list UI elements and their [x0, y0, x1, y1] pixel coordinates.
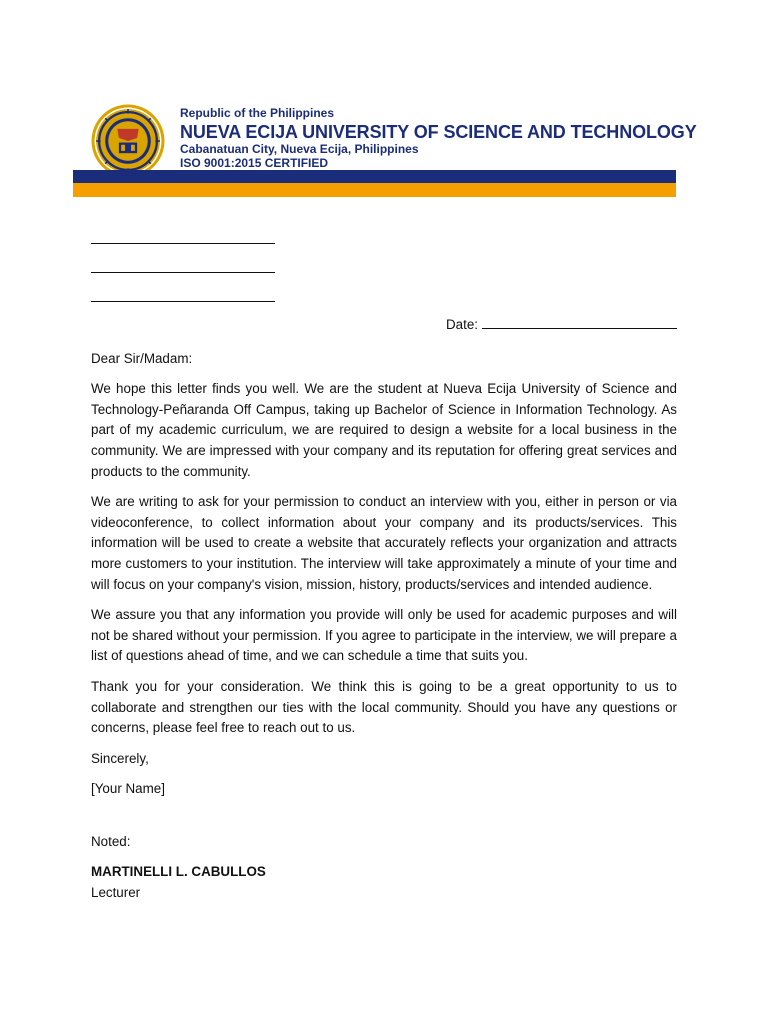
paragraph-2: We are writing to ask for your permission to conduct an interview with you, either in person or via videoconference, to collect information about your company and its products/services. This information will be used to create a website that accurately reflects your organization and attracts more customers to your institution. The interview will take approximately a minute of your time and will focus on your company's vision, mission, history, products/services and intended audience.	[91, 494, 677, 592]
header-university-name: NUEVA ECIJA UNIVERSITY OF SCIENCE AND TECHNOLOGY	[180, 122, 697, 142]
recipient-blank-3	[91, 273, 275, 302]
paragraph-4: Thank you for your consideration. We think this is going to be a great opportunity to us to collaborate and strengthen our ties with the local community. Should you have any questions or concerns, please feel free to reach out to us.	[91, 678, 677, 736]
date-label: Date:	[445, 317, 478, 332]
recipient-blank-2	[91, 244, 275, 273]
signer-name: MARTINELLI L. CABULLOS	[91, 864, 266, 880]
letter-body	[91, 215, 677, 904]
header-band-orange	[73, 183, 676, 197]
paragraph-1: We hope this letter finds you well. We are the student at Nueva Ecija University of Science and Technology-Peñaranda Off Campus, taking up Bachelor of Science in Information Technology. As part of my academic curriculum, we are required to design a website for a local business in the community. We are impressed with your company and its reputation for offering great services and products to the community.	[91, 381, 677, 479]
signer-title: Lecturer	[91, 885, 141, 901]
letterhead	[0, 0, 768, 200]
noted-label: Noted:	[91, 833, 131, 849]
date-row	[91, 314, 677, 336]
university-seal-icon	[90, 103, 166, 179]
recipient-blank-1	[91, 215, 275, 244]
closing: Sincerely,	[91, 750, 149, 766]
header-republic: Republic of the Philippines	[180, 106, 335, 120]
header-iso: ISO 9001:2015 CERTIFIED	[180, 156, 329, 170]
header-band-navy	[73, 170, 676, 183]
paragraph-3: We assure you that any information you provide will only be used for academic purposes and will not be shared without your permission. If you agree to participate in the interview, we will prepare a list of questions ahead of time, and we can schedule a time that suits you.	[91, 607, 677, 664]
date-blank	[482, 314, 677, 329]
your-name-placeholder: [Your Name]	[91, 781, 165, 797]
salutation: Dear Sir/Madam:	[91, 350, 193, 366]
header-city: Cabanatuan City, Nueva Ecija, Philippines	[180, 142, 419, 156]
